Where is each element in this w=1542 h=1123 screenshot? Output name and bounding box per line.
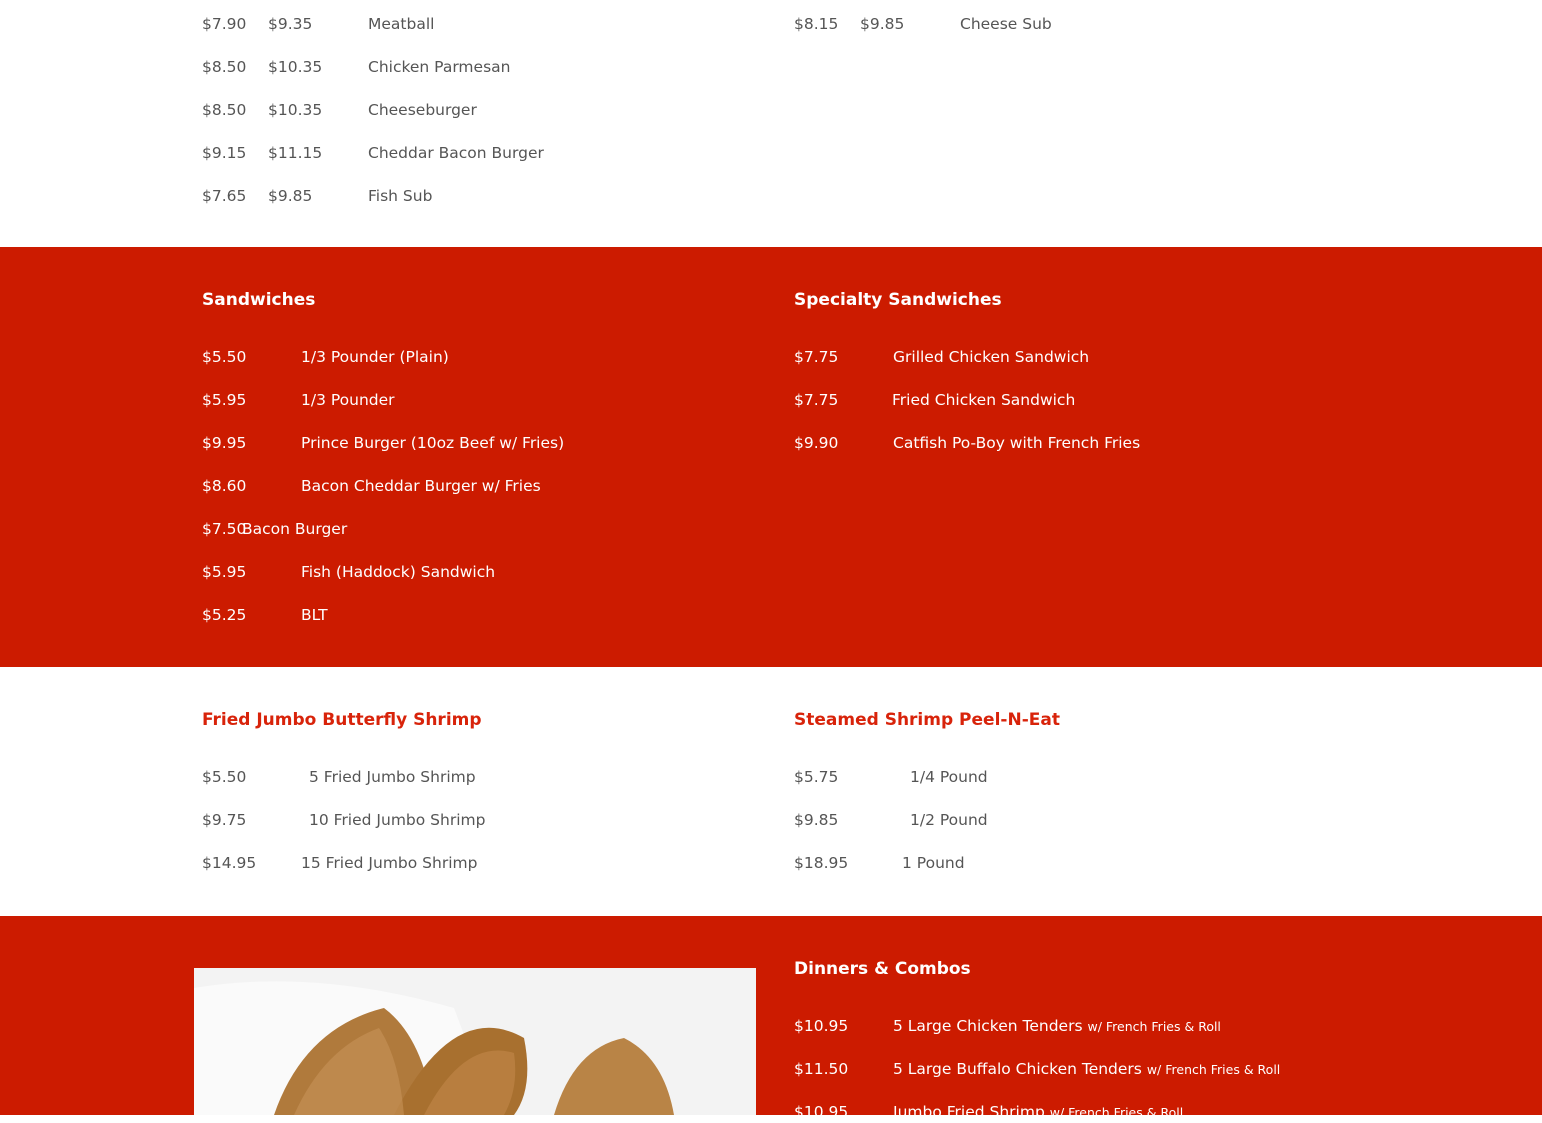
- section-title: Sandwiches: [202, 290, 316, 310]
- item-name: 5 Large Buffalo Chicken Tenders: [893, 1060, 1142, 1078]
- item-name-wrap: [893, 1016, 1221, 1037]
- price-small: $8.15: [794, 15, 839, 33]
- item-name: Fish (Haddock) Sandwich: [301, 563, 496, 581]
- price-large: $9.85: [860, 15, 905, 33]
- item-name-wrap: [893, 1059, 1280, 1080]
- item-name: Catfish Po-Boy with French Fries: [893, 434, 1141, 452]
- item-note: w/ French Fries & Roll: [1146, 1062, 1281, 1077]
- item-price: $8.60: [202, 477, 247, 495]
- item-price: $5.75: [794, 768, 839, 786]
- item-name: Bacon Cheddar Burger w/ Fries: [301, 477, 541, 495]
- item-name: Cheddar Bacon Burger: [368, 144, 544, 162]
- shrimp-band: [0, 667, 1542, 916]
- item-price: $11.50: [794, 1060, 849, 1078]
- price-small: $7.65: [202, 187, 247, 205]
- subs-section: [0, 0, 1542, 247]
- item-price: $18.95: [794, 854, 849, 872]
- item-name: 5 Fried Jumbo Shrimp: [309, 768, 476, 786]
- item-name: Fish Sub: [368, 187, 433, 205]
- item-price: $9.85: [794, 811, 839, 829]
- price-large: $9.85: [268, 187, 313, 205]
- section-title: Dinners & Combos: [794, 959, 971, 979]
- item-name: Cheeseburger: [368, 101, 477, 119]
- item-price: $9.90: [794, 434, 839, 452]
- item-name: Meatball: [368, 15, 435, 33]
- item-price: $5.95: [202, 391, 247, 409]
- item-name: 10 Fried Jumbo Shrimp: [309, 811, 486, 829]
- item-name: Fried Chicken Sandwich: [892, 391, 1076, 409]
- section-title: Steamed Shrimp Peel-N-Eat: [794, 710, 1060, 730]
- item-price: $7.75: [794, 391, 839, 409]
- item-price: $7.75: [794, 348, 839, 366]
- item-price: $5.50: [202, 348, 247, 366]
- item-price: $10.95: [794, 1017, 849, 1035]
- item-name: 1/2 Pound: [910, 811, 988, 829]
- item-name: Bacon Burger: [242, 520, 348, 538]
- price-large: $11.15: [268, 144, 323, 162]
- item-name: 1 Pound: [902, 854, 965, 872]
- fried-food-photo: [194, 968, 756, 1115]
- item-note: w/ French Fries & Roll: [1049, 1105, 1184, 1120]
- item-price: $9.95: [202, 434, 247, 452]
- price-small: $9.15: [202, 144, 247, 162]
- item-note: w/ French Fries & Roll: [1087, 1019, 1221, 1034]
- item-name: 1/3 Pounder (Plain): [301, 348, 449, 366]
- price-small: $8.50: [202, 101, 247, 119]
- item-name: 5 Large Chicken Tenders: [893, 1017, 1083, 1035]
- item-name: BLT: [301, 606, 328, 624]
- item-price: $7.50: [202, 520, 247, 538]
- item-name: Prince Burger (10oz Beef w/ Fries): [301, 434, 565, 452]
- sandwiches-band: [0, 247, 1542, 667]
- item-price: $5.25: [202, 606, 247, 624]
- price-large: $9.35: [268, 15, 313, 33]
- price-small: $8.50: [202, 58, 247, 76]
- section-title: Fried Jumbo Butterfly Shrimp: [202, 710, 482, 730]
- fried-food-illustration: [194, 968, 756, 1115]
- item-price: $9.75: [202, 811, 247, 829]
- item-name: 1/3 Pounder: [301, 391, 395, 409]
- section-title: Specialty Sandwiches: [794, 290, 1002, 310]
- item-name: 15 Fried Jumbo Shrimp: [301, 854, 478, 872]
- price-small: $7.90: [202, 15, 247, 33]
- item-name: Chicken Parmesan: [368, 58, 511, 76]
- item-name: Grilled Chicken Sandwich: [893, 348, 1090, 366]
- item-name-wrap: [893, 1102, 1183, 1123]
- price-large: $10.35: [268, 101, 323, 119]
- item-price: $14.95: [202, 854, 257, 872]
- item-name: Jumbo Fried Shrimp: [893, 1103, 1045, 1121]
- item-name: Cheese Sub: [960, 15, 1052, 33]
- item-name: 1/4 Pound: [910, 768, 988, 786]
- item-price: $5.50: [202, 768, 247, 786]
- price-large: $10.35: [268, 58, 323, 76]
- item-price: $10.95: [794, 1103, 849, 1121]
- item-price: $5.95: [202, 563, 247, 581]
